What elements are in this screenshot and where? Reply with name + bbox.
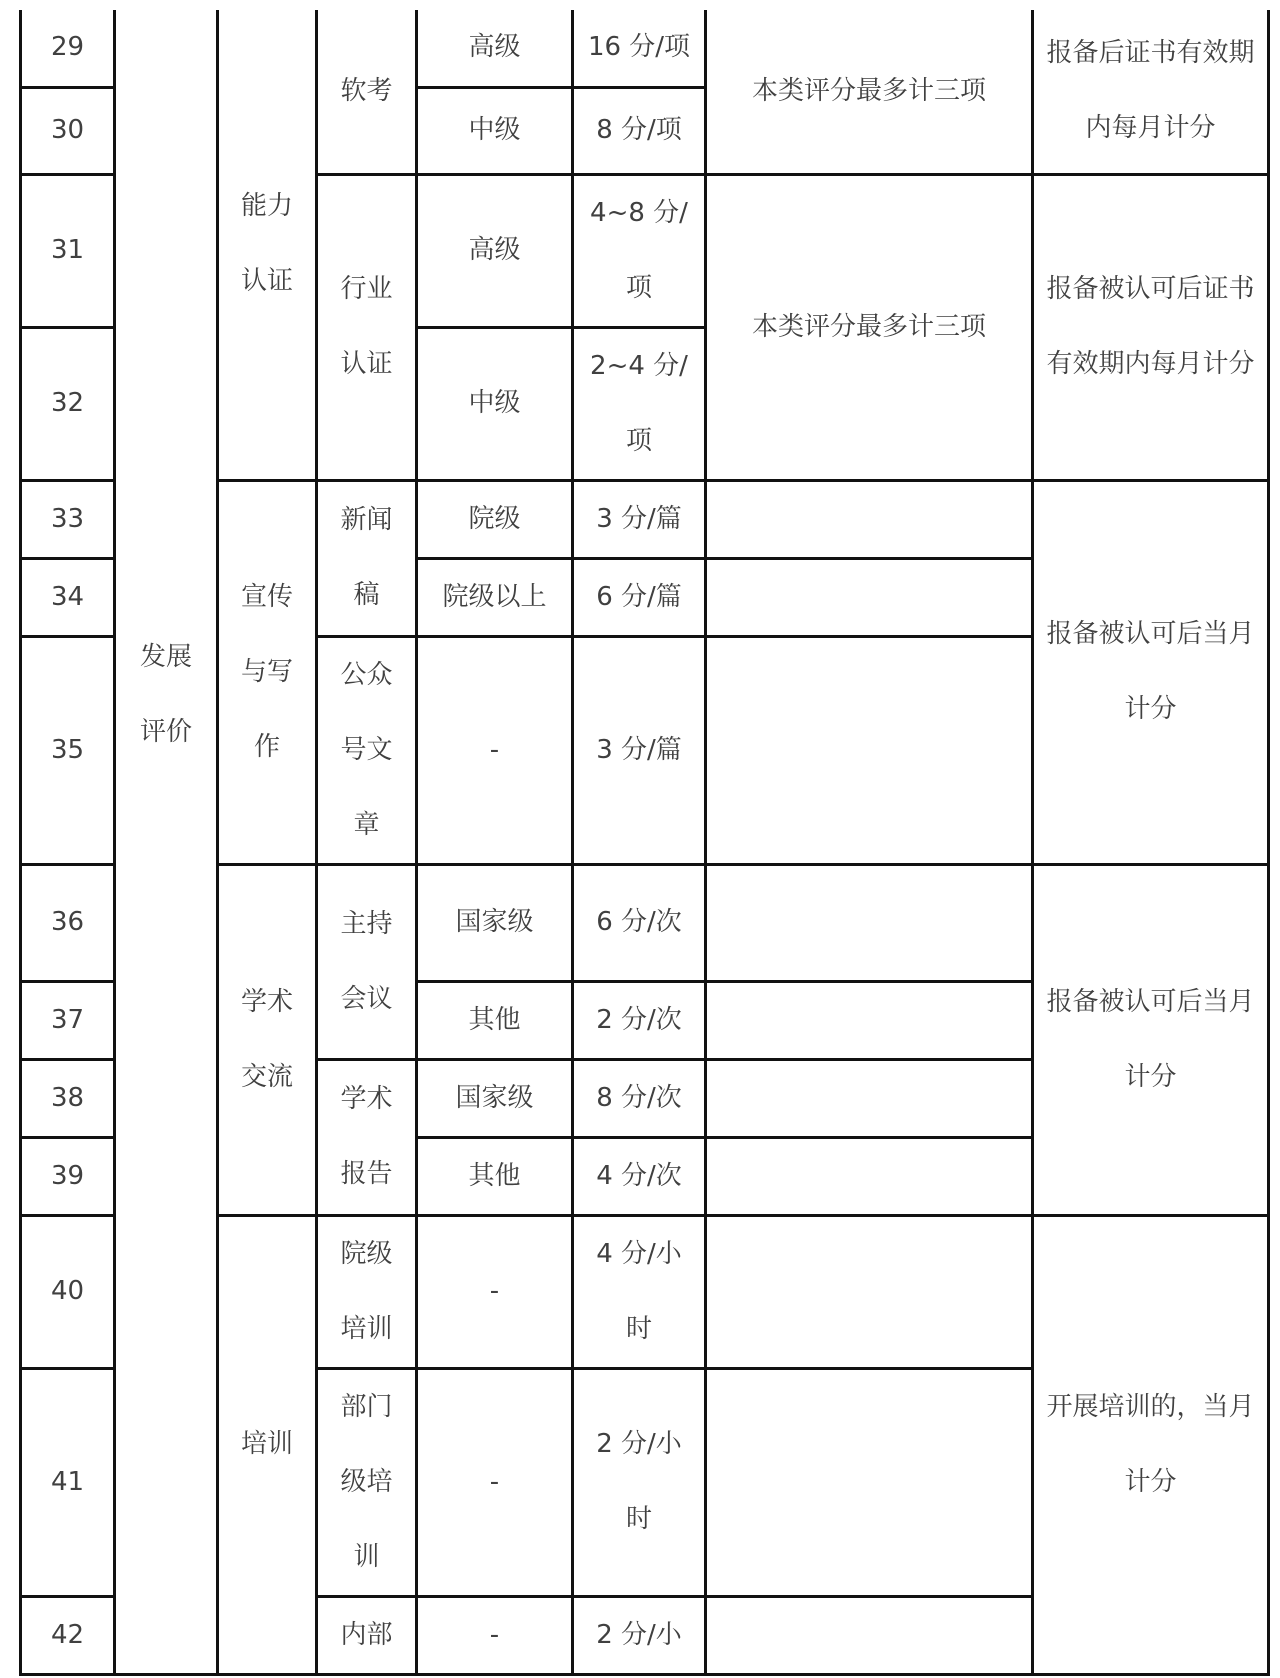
item-cell-host-meeting bbox=[317, 864, 417, 1059]
limit-cell bbox=[706, 981, 1033, 1059]
limit-cell bbox=[706, 1368, 1033, 1596]
limit-cell bbox=[706, 864, 1033, 981]
group-label: 能力认证 bbox=[240, 191, 293, 297]
scoring-table bbox=[19, 10, 1270, 1676]
limit-cell bbox=[706, 480, 1033, 558]
row-number: 34 bbox=[21, 558, 115, 636]
level-cell: 国家级 bbox=[417, 864, 573, 981]
item-label: 部门级培训 bbox=[340, 1391, 393, 1572]
note-cell: 开展培训的，当月计分 bbox=[1033, 1215, 1269, 1674]
row-number: 29 bbox=[21, 10, 115, 87]
limit-cell bbox=[706, 1596, 1033, 1674]
level-cell: - bbox=[417, 636, 573, 864]
row-number: 40 bbox=[21, 1215, 115, 1368]
item-cell-industry-cert bbox=[317, 174, 417, 480]
limit-cell bbox=[706, 636, 1033, 864]
score-cell: 2 分/次 bbox=[573, 981, 706, 1059]
item-label: 内部 bbox=[340, 1619, 393, 1650]
limit-cell bbox=[706, 1137, 1033, 1215]
row-number: 33 bbox=[21, 480, 115, 558]
limit-cell bbox=[706, 1059, 1033, 1137]
item-label: 行业认证 bbox=[340, 274, 393, 379]
row-number: 32 bbox=[21, 327, 115, 480]
row-number: 35 bbox=[21, 636, 115, 864]
group-cell-publicity bbox=[218, 480, 317, 864]
group-label: 宣传与写作 bbox=[240, 581, 293, 762]
level-cell: 院级以上 bbox=[417, 558, 573, 636]
note-cell: 报备被认可后当月计分 bbox=[1033, 864, 1269, 1215]
level-cell: 其他 bbox=[417, 981, 573, 1059]
row-number: 31 bbox=[21, 174, 115, 327]
group-cell-academic bbox=[218, 864, 317, 1215]
category-label: 发展评价 bbox=[139, 642, 192, 747]
score-cell: 6 分/篇 bbox=[573, 558, 706, 636]
row-number: 42 bbox=[21, 1596, 115, 1674]
group-label: 培训 bbox=[240, 1429, 293, 1459]
level-cell: - bbox=[417, 1368, 573, 1596]
score-cell: 3 分/篇 bbox=[573, 636, 706, 864]
item-label: 新闻稿 bbox=[340, 505, 393, 610]
row-number: 41 bbox=[21, 1368, 115, 1596]
row-number: 39 bbox=[21, 1137, 115, 1215]
level-cell: 院级 bbox=[417, 480, 573, 558]
item-cell-soft-exam bbox=[317, 10, 417, 174]
score-cell: 4 分/小时 bbox=[573, 1215, 706, 1368]
group-cell-training bbox=[218, 1215, 317, 1674]
scoring-table-container bbox=[19, 10, 1270, 1676]
item-cell-academic-report bbox=[317, 1059, 417, 1215]
level-cell: 中级 bbox=[417, 87, 573, 174]
item-label: 主持会议 bbox=[340, 908, 393, 1014]
row-number: 30 bbox=[21, 87, 115, 174]
item-cell-internal bbox=[317, 1596, 417, 1674]
item-label: 院级培训 bbox=[340, 1238, 393, 1344]
level-cell: 其他 bbox=[417, 1137, 573, 1215]
limit-cell: 本类评分最多计三项 bbox=[706, 10, 1033, 174]
level-cell: - bbox=[417, 1215, 573, 1368]
item-cell-wechat bbox=[317, 636, 417, 864]
item-label: 公众号文章 bbox=[340, 659, 393, 840]
row-number: 38 bbox=[21, 1059, 115, 1137]
score-cell: 2~4 分/项 bbox=[573, 327, 706, 480]
level-cell: 国家级 bbox=[417, 1059, 573, 1137]
score-cell: 8 分/项 bbox=[573, 87, 706, 174]
score-cell: 4~8 分/项 bbox=[573, 174, 706, 327]
note-cell: 报备被认可后证书有效期内每月计分 bbox=[1033, 174, 1269, 480]
item-label: 学术报告 bbox=[340, 1084, 393, 1189]
item-cell-dept-training bbox=[317, 1368, 417, 1596]
score-cell: 3 分/篇 bbox=[573, 480, 706, 558]
limit-cell bbox=[706, 1215, 1033, 1368]
score-cell: 6 分/次 bbox=[573, 864, 706, 981]
row-number: 36 bbox=[21, 864, 115, 981]
item-cell-news bbox=[317, 480, 417, 636]
note-cell: 报备后证书有效期内每月计分 bbox=[1033, 10, 1269, 174]
note-cell: 报备被认可后当月计分 bbox=[1033, 480, 1269, 864]
group-cell-ability bbox=[218, 10, 317, 480]
item-label: 软考 bbox=[340, 75, 393, 106]
level-cell: 高级 bbox=[417, 10, 573, 87]
group-label: 学术交流 bbox=[240, 986, 293, 1092]
level-cell: 高级 bbox=[417, 174, 573, 327]
item-cell-institute-training bbox=[317, 1215, 417, 1368]
category-cell bbox=[115, 10, 218, 1674]
level-cell: 中级 bbox=[417, 327, 573, 480]
limit-cell: 本类评分最多计三项 bbox=[706, 174, 1033, 480]
row-number: 37 bbox=[21, 981, 115, 1059]
score-cell: 8 分/次 bbox=[573, 1059, 706, 1137]
limit-cell bbox=[706, 558, 1033, 636]
score-cell: 2 分/小 bbox=[573, 1596, 706, 1674]
table-row bbox=[21, 10, 1269, 87]
score-cell: 16 分/项 bbox=[573, 10, 706, 87]
score-cell: 4 分/次 bbox=[573, 1137, 706, 1215]
score-cell: 2 分/小时 bbox=[573, 1368, 706, 1596]
level-cell: - bbox=[417, 1596, 573, 1674]
